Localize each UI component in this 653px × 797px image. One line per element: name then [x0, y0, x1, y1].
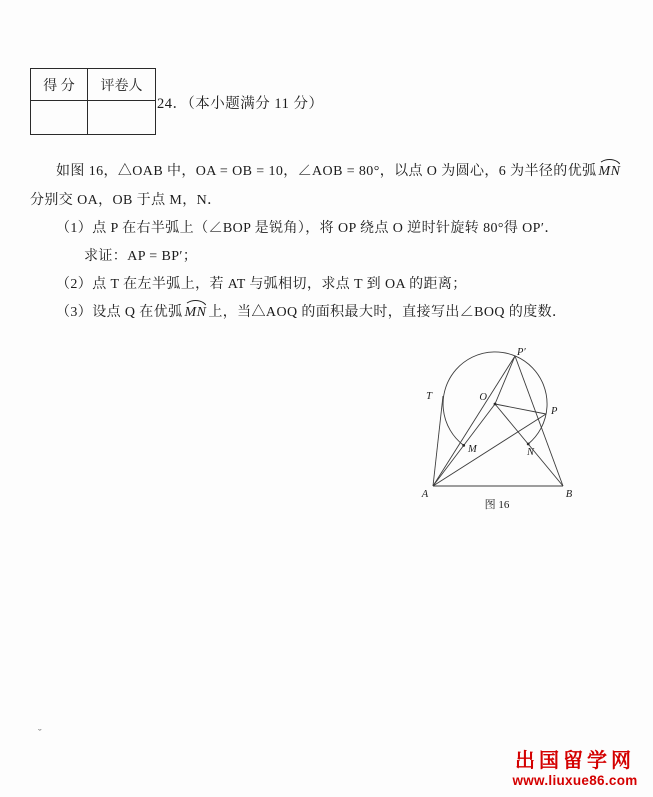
label-a: A	[421, 489, 429, 500]
intro-line-1-text: 如图 16，△OAB 中，OA = OB = 10，∠AOB = 80°，以点 O 为圆心，6 为半径的优弧	[56, 164, 597, 179]
part1-line-2: 求证：AP = BP′；	[84, 249, 198, 264]
segment-op	[495, 404, 546, 414]
score-empty-cell	[31, 101, 88, 135]
grader-header-cell: 评卷人	[88, 69, 156, 101]
part3-text-post: 上，当△AOQ 的面积最大时，直接写出∠BOQ 的度数．	[208, 305, 567, 320]
grader-empty-cell	[88, 101, 156, 135]
label-o: O	[479, 392, 487, 403]
part2-line: （2）点 T 在左半弧上，若 AT 与弧相切，求点 T 到 OA 的距离；	[56, 277, 467, 292]
score-header-cell: 得 分	[31, 69, 88, 101]
label-p-prime: P′	[517, 347, 526, 358]
label-n: N	[527, 447, 535, 458]
stray-scan-mark: ˇ	[38, 728, 42, 740]
arc-mn-notation: MN	[598, 164, 621, 179]
segment-op-prime	[495, 356, 515, 404]
score-table	[30, 68, 156, 135]
intro-line-1	[56, 160, 622, 180]
problem-title: 24．（本小题满分 11 分）	[157, 96, 324, 112]
part3-line	[56, 301, 566, 321]
label-b: B	[565, 489, 573, 500]
figure-caption: 图 16	[484, 499, 510, 511]
arc-mn-notation-2: MN	[184, 305, 207, 320]
point-o-dot	[494, 403, 497, 406]
label-t: T	[426, 391, 432, 402]
label-p: P	[551, 406, 558, 417]
part3-text-pre: （3）设点 Q 在优弧	[56, 305, 183, 320]
segment-ap-prime	[433, 356, 515, 486]
label-m: M	[468, 444, 477, 455]
geometry-figure	[415, 346, 580, 514]
site-watermark	[505, 750, 645, 789]
figure-16-svg	[415, 346, 580, 514]
circle-major-arc	[443, 352, 547, 445]
point-m-dot	[462, 444, 465, 447]
part1-line-1: （1）点 P 在右半弧上（∠BOP 是锐角），将 OP 绕点 O 逆时针旋转 80°得 OP′．	[56, 221, 559, 236]
point-n-dot	[527, 443, 530, 446]
watermark-site-name: 出国留学网	[515, 750, 635, 772]
intro-line-2: 分别交 OA，OB 于点 M，N．	[30, 193, 222, 208]
watermark-site-url: www.liuxue86.com	[512, 773, 638, 788]
